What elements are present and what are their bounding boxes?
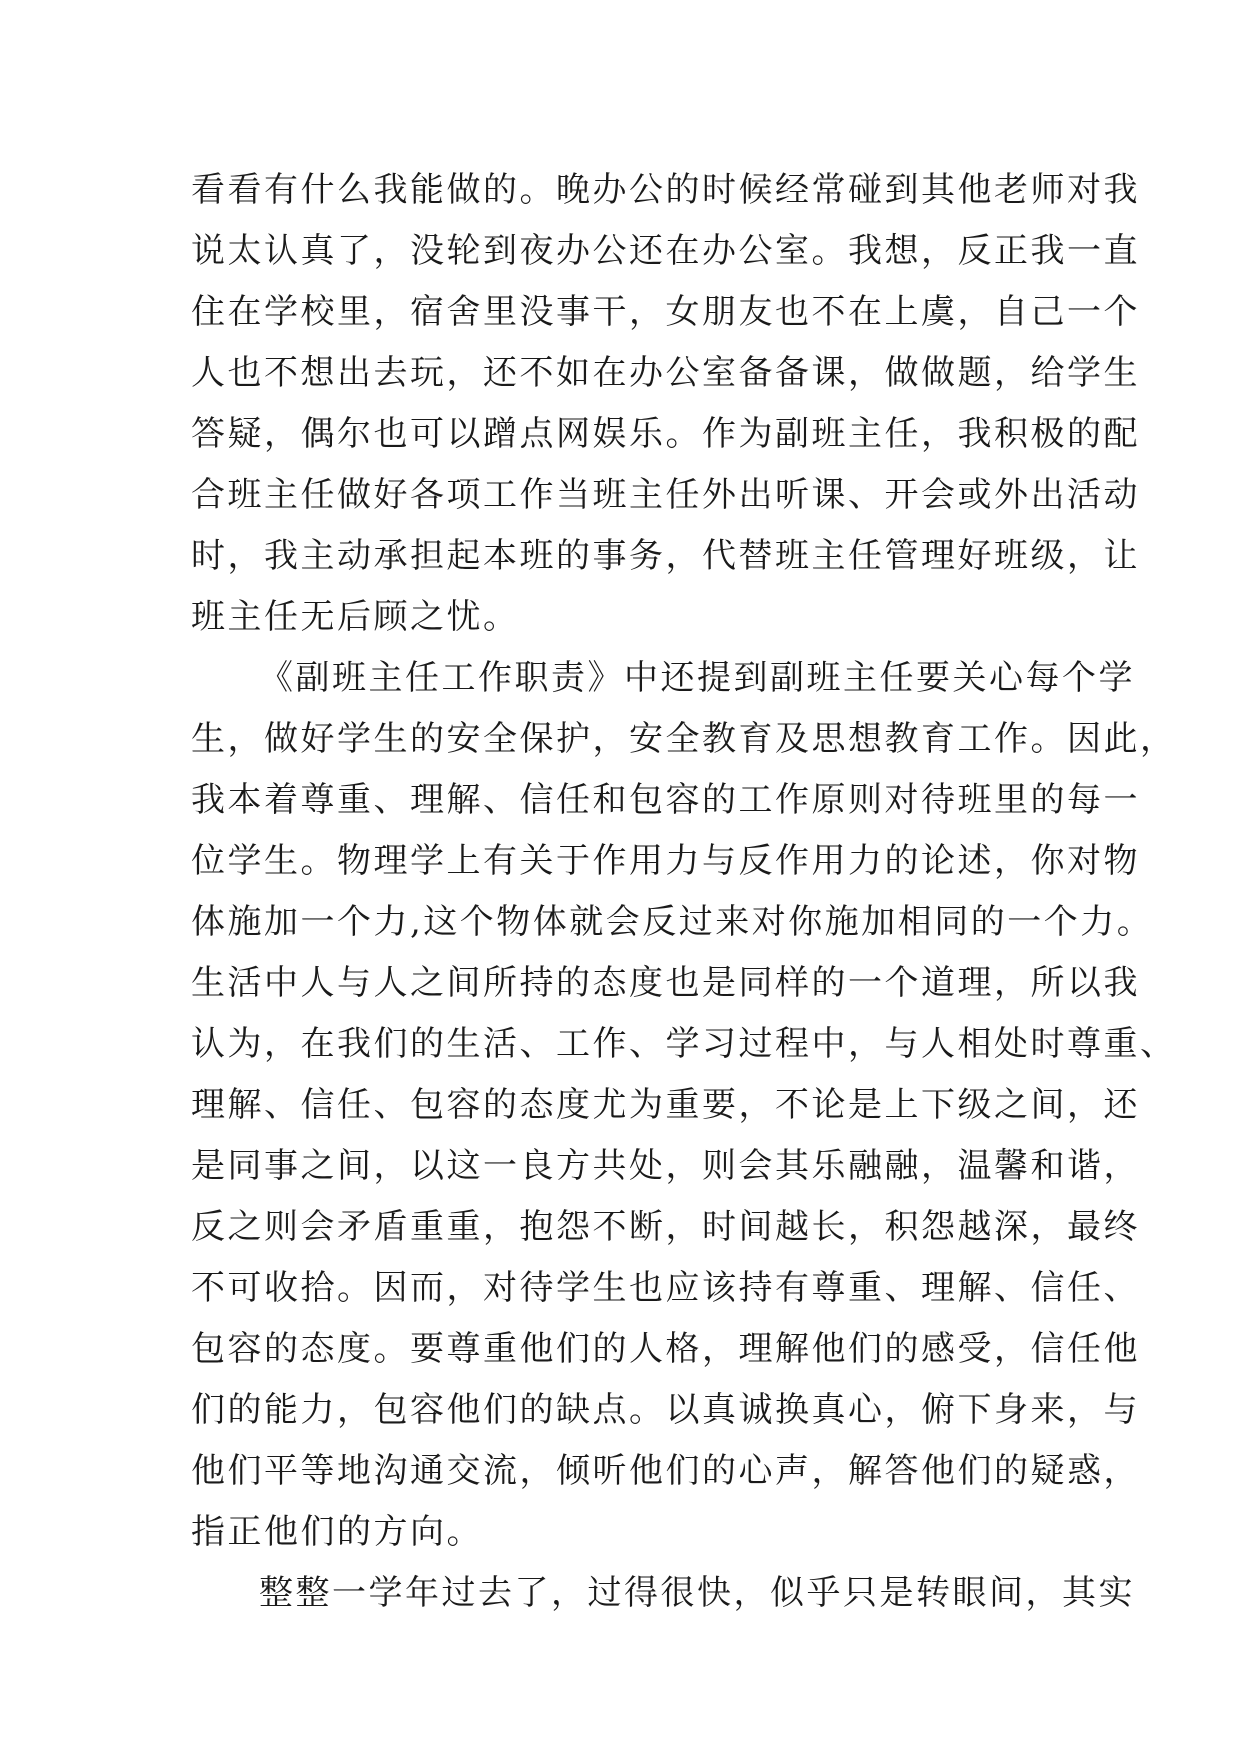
text-line: 看看有什么我能做的。晚办公的时候经常碰到其他老师对我 — [191, 170, 1140, 210]
text-line: 《副班主任工作职责》中还提到副班主任要关心每个学 — [259, 658, 1135, 698]
text-line: 生，做好学生的安全保护，安全教育及思想教育工作。因此， — [191, 719, 1177, 759]
text-line: 整整一学年过去了，过得很快，似乎只是转眼间，其实 — [259, 1573, 1135, 1613]
text-line: 时，我主动承担起本班的事务，代替班主任管理好班级，让 — [191, 536, 1140, 576]
text-line: 人也不想出去玩，还不如在办公室备备课，做做题，给学生 — [191, 353, 1140, 393]
text-line: 位学生。物理学上有关于作用力与反作用力的论述，你对物 — [191, 841, 1140, 881]
text-line: 他们平等地沟通交流，倾听他们的心声，解答他们的疑惑， — [191, 1451, 1140, 1491]
text-line: 理解、信任、包容的态度尤为重要，不论是上下级之间，还 — [191, 1085, 1140, 1125]
text-line: 体施加一个力,这个物体就会反过来对你施加相同的一个力。 — [191, 902, 1154, 942]
paragraph — [191, 160, 1140, 648]
text-line: 合班主任做好各项工作当班主任外出听课、开会或外出活动 — [191, 475, 1140, 515]
text-line: 指正他们的方向。 — [191, 1512, 483, 1552]
text-line: 是同事之间，以这一良方共处，则会其乐融融，温馨和谐， — [191, 1146, 1140, 1186]
text-line: 班主任无后顾之忧。 — [191, 597, 520, 637]
text-line: 包容的态度。要尊重他们的人格，理解他们的感受，信任他 — [191, 1329, 1140, 1369]
text-line: 住在学校里，宿舍里没事干，女朋友也不在上虞，自己一个 — [191, 292, 1140, 332]
text-line: 答疑，偶尔也可以蹭点网娱乐。作为副班主任，我积极的配 — [191, 414, 1140, 454]
text-line: 认为，在我们的生活、工作、学习过程中，与人相处时尊重、 — [191, 1024, 1177, 1064]
paragraph — [191, 1563, 1135, 1624]
text-line: 我本着尊重、理解、信任和包容的工作原则对待班里的每一 — [191, 780, 1140, 820]
document-body — [191, 160, 1177, 1624]
paragraph — [191, 648, 1177, 1563]
text-line: 生活中人与人之间所持的态度也是同样的一个道理，所以我 — [191, 963, 1140, 1003]
text-line: 不可收拾。因而，对待学生也应该持有尊重、理解、信任、 — [191, 1268, 1140, 1308]
text-line: 反之则会矛盾重重，抱怨不断，时间越长，积怨越深，最终 — [191, 1207, 1140, 1247]
text-line: 说太认真了，没轮到夜办公还在办公室。我想，反正我一直 — [191, 231, 1140, 271]
text-line: 们的能力，包容他们的缺点。以真诚换真心，俯下身来，与 — [191, 1390, 1140, 1430]
